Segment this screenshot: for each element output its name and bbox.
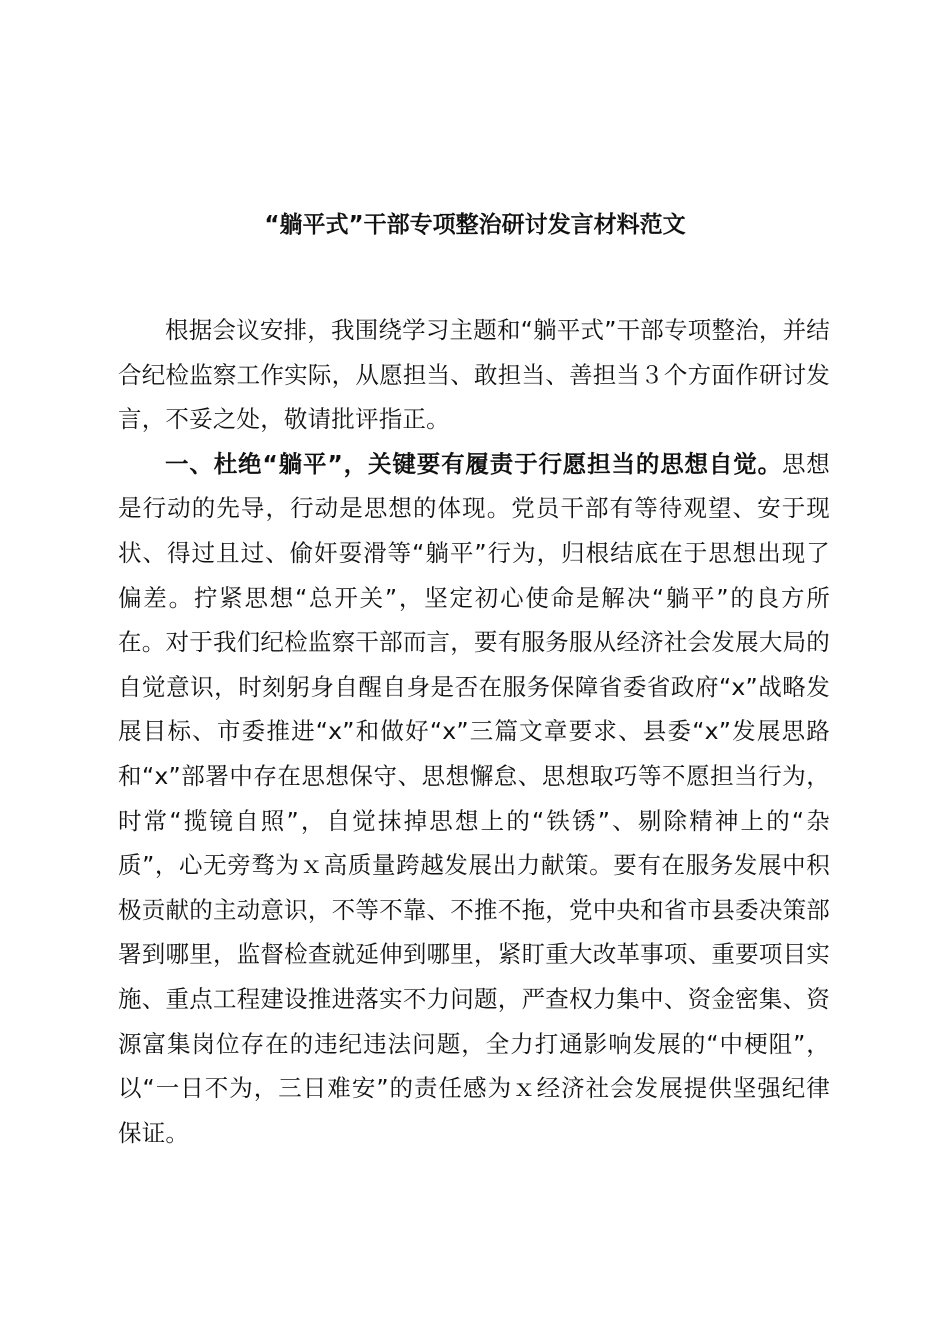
document-body [118, 308, 830, 1155]
paragraph-text: 根据会议安排，我围绕学习主题和“躺平式”干部专项整治，并结合纪检监察工作实际，从愿担当、敢担当、善担当３个方面作研讨发言，不妥之处，敬请批评指正。 [118, 316, 830, 434]
paragraph-section-1 [118, 442, 830, 1156]
section-heading: 一、杜绝“躺平”，关键要有履责于行愿担当的思想自觉。 [165, 449, 782, 478]
paragraph-intro [118, 308, 830, 442]
document-title: “躺平式”干部专项整治研讨发言材料范文 [264, 212, 686, 238]
paragraph-text: 思想是行动的先导，行动是思想的体现。党员干部有等待观望、安于现状、得过且过、偷奸耍滑等“躺平”行为，归根结底在于思想出现了偏差。拧紧思想“总开关”，坚定初心使命是解决“躺平”的良方所在。对于我们纪检监察干部而言，要有服务服从经济社会发展大局的自觉意识，时刻躬身自醒自身是否在服务保障省委省政府“x”战略发展目标、市委推进“x”和做好“x”三篇文章要求、县委“x”发展思路和“x”部署中存在思想保守、思想懈怠、思想取巧等不愿担当行为，时常“揽镜自照”，自觉抹掉思想上的“铁锈”、剔除精神上的“杂质”，心无旁骛为ｘ高质量跨越发展出力献策。要有在服务发展中积极贡献的主动意识，不等不靠、不推不拖，党中央和省市县委决策部署到哪里，监督检查就延伸到哪里，紧盯重大改革事项、重要项目实施、重点工程建设推进落实不力问题，严查权力集中、资金密集、资源富集岗位存在的违纪违法问题，全力打通影响发展的“中梗阻”，以“一日不为，三日难安”的责任感为ｘ经济社会发展提供坚强纪律保证。 [118, 449, 831, 1147]
